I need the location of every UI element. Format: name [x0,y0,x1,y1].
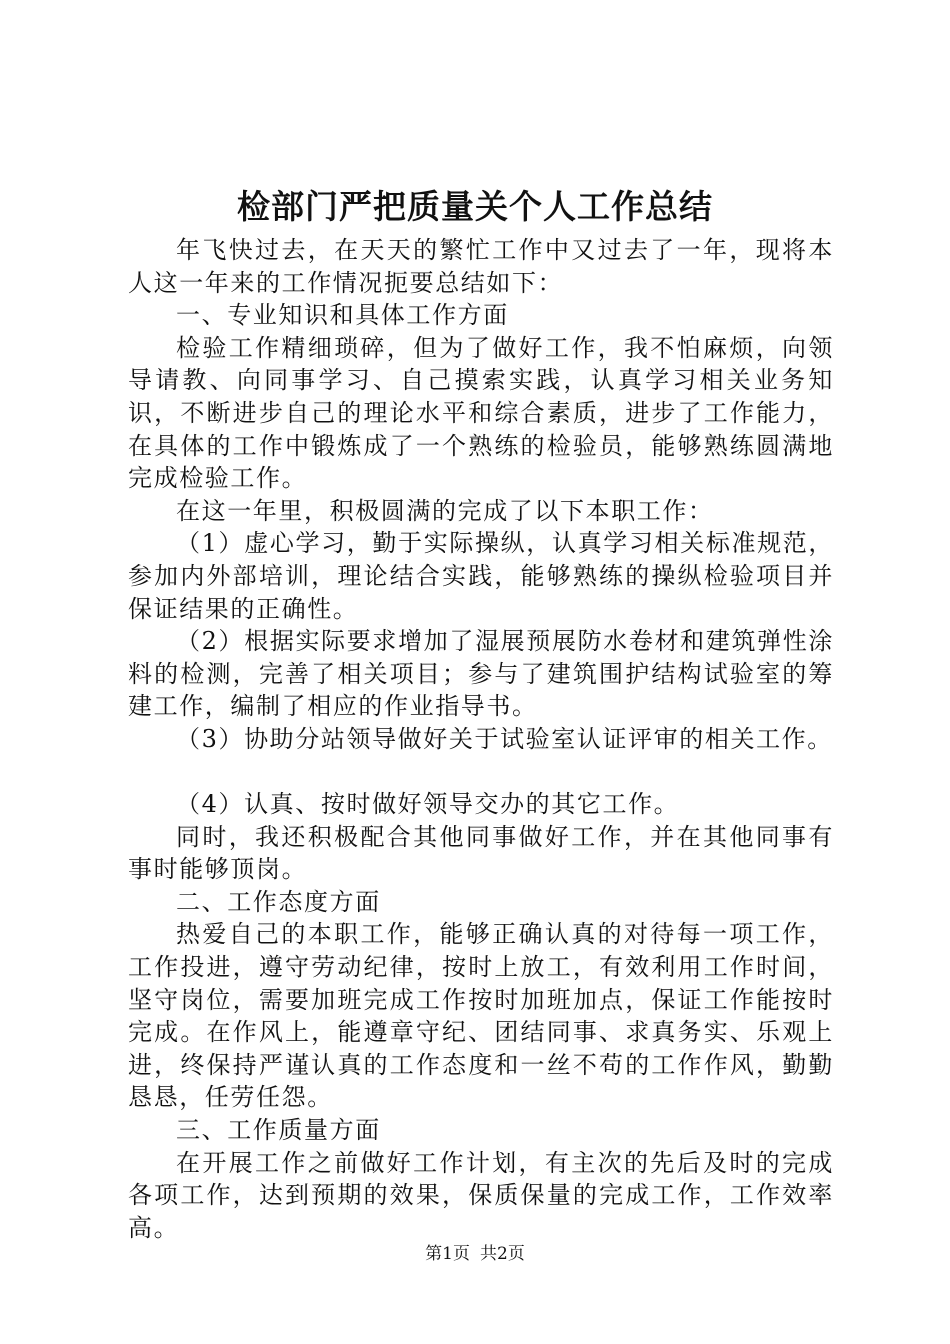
body-paragraph: 同时，我还积极配合其他同事做好工作，并在其他同事有事时能够顶岗。 [128,822,834,884]
document-body [128,234,834,1244]
list-item-3: （3）协助分站领导做好关于试验室认证评审的相关工作。 [176,724,833,753]
page-number: 第1页 [425,1244,470,1264]
body-paragraph: 在这一年里，积极圆满的完成了以下本职工作： [176,496,714,525]
section-heading-2: 二、工作态度方面 [176,887,381,916]
page-total: 共2页 [480,1244,525,1264]
list-item-4: （4）认真、按时做好领导交办的其它工作。 [176,790,680,819]
list-item-1: （1）虚心学习，勤于实际操纵，认真学习相关标准规范，参加内外部培训，理论结合实践，能够熟练的操纵检验项目并保证结果的正确性。 [128,529,834,623]
intro-paragraph: 年飞快过去，在天天的繁忙工作中又过去了一年，现将本人这一年来的工作情况扼要总结如下： [128,236,834,297]
body-paragraph: 检验工作精细琐碎，但为了做好工作，我不怕麻烦，向领导请教、向同事学习、自己摸索实践，认真学习相关业务知识，不断进步自己的理论水平和综合素质，进步了工作能力，在具体的工作中锻炼成了一个熟练的检验员，能够熟练圆满地完成检验工作。 [128,333,834,493]
section-heading-1: 一、专业知识和具体工作方面 [176,301,509,330]
body-paragraph: 热爱自己的本职工作，能够正确认真的对待每一项工作，工作投进，遵守劳动纪律，按时上放工，有效利用工作时间，坚守岗位，需要加班完成工作按时加班加点，保证工作能按时完成。在作风上，能遵章守纪、团结同事、求真务实、乐观上进，终保持严谨认真的工作态度和一丝不苟的工作作风，勤勤恳恳，任劳任怨。 [128,920,834,1112]
section-heading-3: 三、工作质量方面 [176,1116,381,1145]
list-item-2: （2）根据实际要求增加了湿展预展防水卷材和建筑弹性涂料的检测，完善了相关项目；参与了建筑围护结构试验室的筹建工作，编制了相应的作业指导书。 [128,627,834,721]
document-title: 检部门严把质量关个人工作总结 [237,187,713,226]
page-footer [0,1242,950,1266]
body-paragraph: 在开展工作之前做好工作计划，有主次的先后及时的完成各项工作，达到预期的效果，保质保量的完成工作，工作效率高。 [128,1148,834,1242]
